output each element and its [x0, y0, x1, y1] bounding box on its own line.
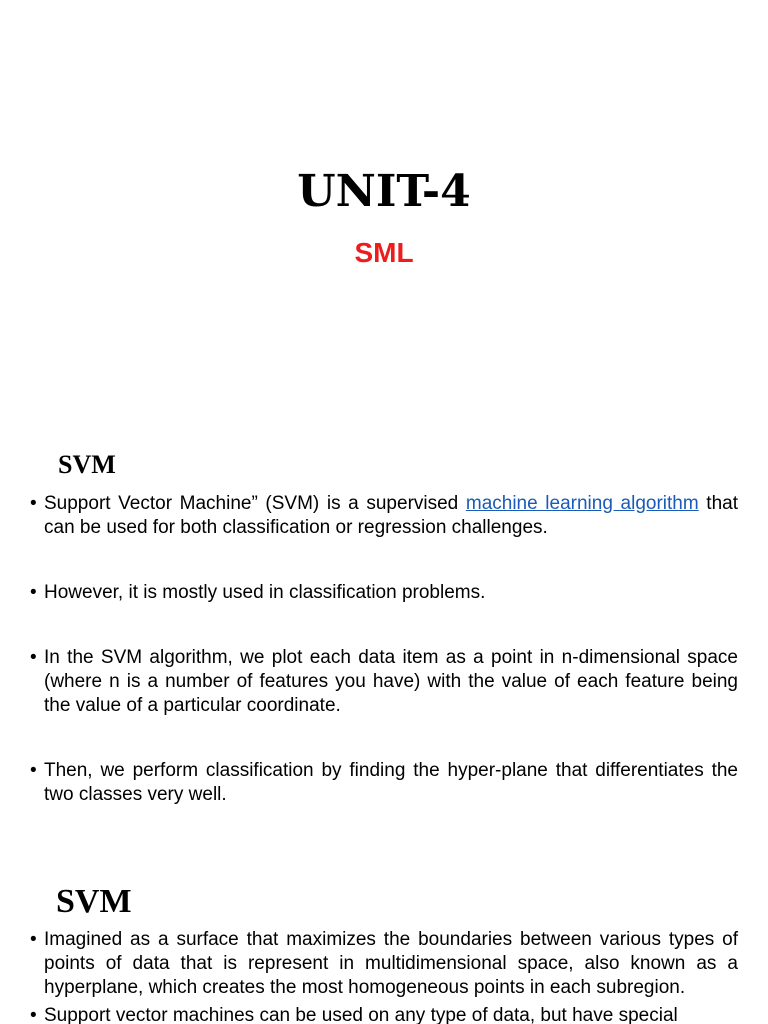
bullet-item	[30, 1004, 738, 1024]
bullet-item	[30, 646, 738, 718]
svm-intro-slide	[0, 430, 768, 860]
bullet-text: However, it is mostly used in classification problems.	[44, 582, 486, 603]
bullet-dot-icon: •	[30, 493, 37, 514]
bullet-dot-icon: •	[30, 1005, 37, 1024]
bullet-item	[30, 759, 738, 807]
bullet-item	[30, 492, 738, 540]
bullet-text: Support Vector Machine” (SVM) is a supervised	[44, 493, 466, 514]
svm-details-slide	[0, 860, 768, 1024]
bullet-dot-icon: •	[30, 929, 37, 950]
bullet-dot-icon: •	[30, 760, 37, 781]
bullet-text-continued: that can be used for both classification or regression challenges.	[44, 493, 738, 538]
slide-title: UNIT-4	[297, 166, 471, 217]
bullet-list	[30, 492, 738, 848]
bullet-text: Then, we perform classification by finding the hyper-plane that differentiates the two classes very well.	[44, 760, 738, 805]
slide-heading: SVM	[58, 450, 116, 479]
bullet-list	[30, 928, 738, 1024]
bullet-dot-icon: •	[30, 647, 37, 668]
slide-subtitle: SML	[354, 237, 414, 268]
machine-learning-algorithm-link[interactable]: machine learning algorithm	[465, 493, 699, 514]
slide-heading: SVM	[56, 883, 132, 920]
bullet-item	[30, 581, 738, 605]
title-slide	[0, 0, 768, 430]
bullet-item	[30, 928, 738, 1000]
bullet-text: Support vector machines can be used on any type of data, but have special	[44, 1005, 678, 1024]
bullet-text: In the SVM algorithm, we plot each data item as a point in n-dimensional space (where n is a number of features you have) with the value of each feature being the value of a particular coordinate.	[44, 647, 738, 716]
bullet-dot-icon: •	[30, 582, 37, 603]
bullet-text: Imagined as a surface that maximizes the boundaries between various types of points of data that is represent in multidimensional space, also known as a hyperplane, which creates the most homogeneous points in each subregion.	[44, 929, 738, 998]
